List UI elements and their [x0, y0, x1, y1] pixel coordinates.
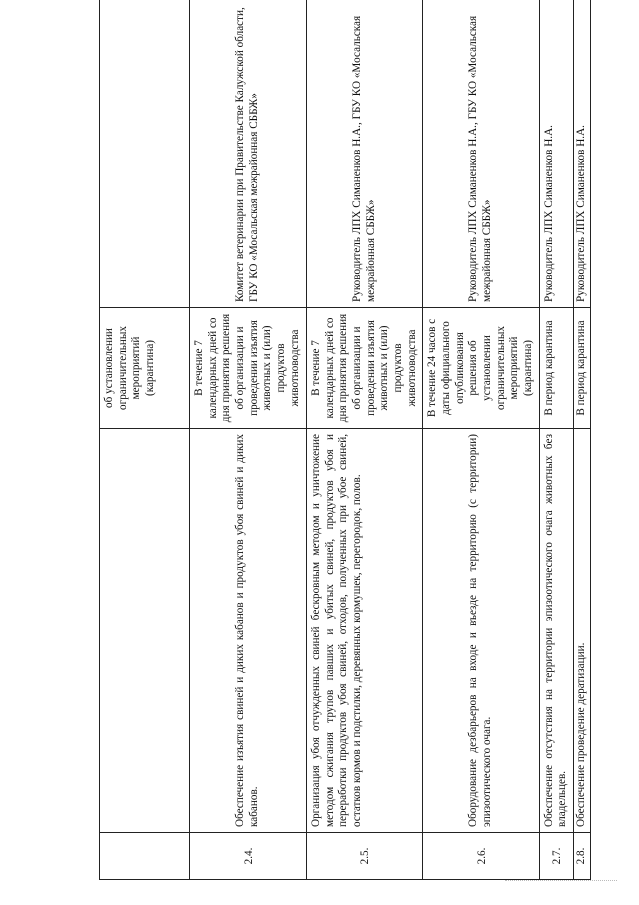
table-row	[423, 0, 539, 880]
table-row	[539, 0, 573, 880]
responsible-cell: Руководитель ЛПХ Симаненков Н.А.	[539, 0, 573, 308]
row-number	[100, 833, 190, 880]
row-number: 2.5.	[307, 833, 423, 880]
responsible-cell: Руководитель ЛПХ Симаненков Н.А.	[573, 0, 590, 308]
responsible-cell: Комитет ветеринарии при Правительстве Калужской области, ГБУ КО «Мосальская межрайонная СББЖ»	[190, 0, 307, 308]
activity-cell: Оборудование дезбарьеров на входе и въезде на территорию (с территории) эпизоотического очага.	[423, 429, 539, 833]
measures-table	[99, 0, 591, 880]
rotated-table-container	[99, 7, 587, 880]
table-row	[100, 0, 190, 880]
table-row	[573, 0, 590, 880]
activity-cell: Обеспечение отсутствия на территории эпизоотического очага животных без владельцев.	[539, 429, 573, 833]
activity-cell: Обеспечение проведение дератизации.	[573, 429, 590, 833]
responsible-cell: Руководитель ЛПХ Симаненков Н.А., ГБУ КО «Мосальская межрайонная СББЖ»	[423, 0, 539, 308]
activity-cell: Организация убоя отчужденных свиней бескровным методом и уничтожение методом сжигания трупов павших и убитых свиней, продуктов убоя и переработки продуктов убоя свиней, отходов, полученных при убое свиней, остатков кормов и подстилки, деревянных кормушек, перегородок, полов.	[307, 429, 423, 833]
term-cell: В течение 7 календарных дней со дня принятия решения об организации и проведении изъятия животных и (или) продуктов животноводства	[307, 308, 423, 429]
term-cell: В течение 24 часов с даты официального опубликования решения об установлении ограничительных мероприятий (карантина)	[423, 308, 539, 429]
row-number: 2.4.	[190, 833, 307, 880]
scan-artifact-line	[505, 880, 617, 881]
responsible-cell: Руководитель ЛПХ Симаненков Н.А., ГБУ КО «Мосальская межрайонная СББЖ»	[307, 0, 423, 308]
table-row	[190, 0, 307, 880]
row-number: 2.7.	[539, 833, 573, 880]
responsible-cell	[100, 0, 190, 308]
term-cell: В период карантина	[573, 308, 590, 429]
row-number: 2.8.	[573, 833, 590, 880]
row-number: 2.6.	[423, 833, 539, 880]
term-cell: об установлении ограничительных мероприятий (карантина)	[100, 308, 190, 429]
term-cell: В течение 7 календарных дней со дня принятия решения об организации и проведении изъятия животных и (или) продуктов животноводства	[190, 308, 307, 429]
term-cell: В период карантина	[539, 308, 573, 429]
activity-cell: Обеспечение изъятия свиней и диких кабанов и продуктов убоя свиней и диких кабанов.	[190, 429, 307, 833]
activity-cell	[100, 429, 190, 833]
table-row	[307, 0, 423, 880]
